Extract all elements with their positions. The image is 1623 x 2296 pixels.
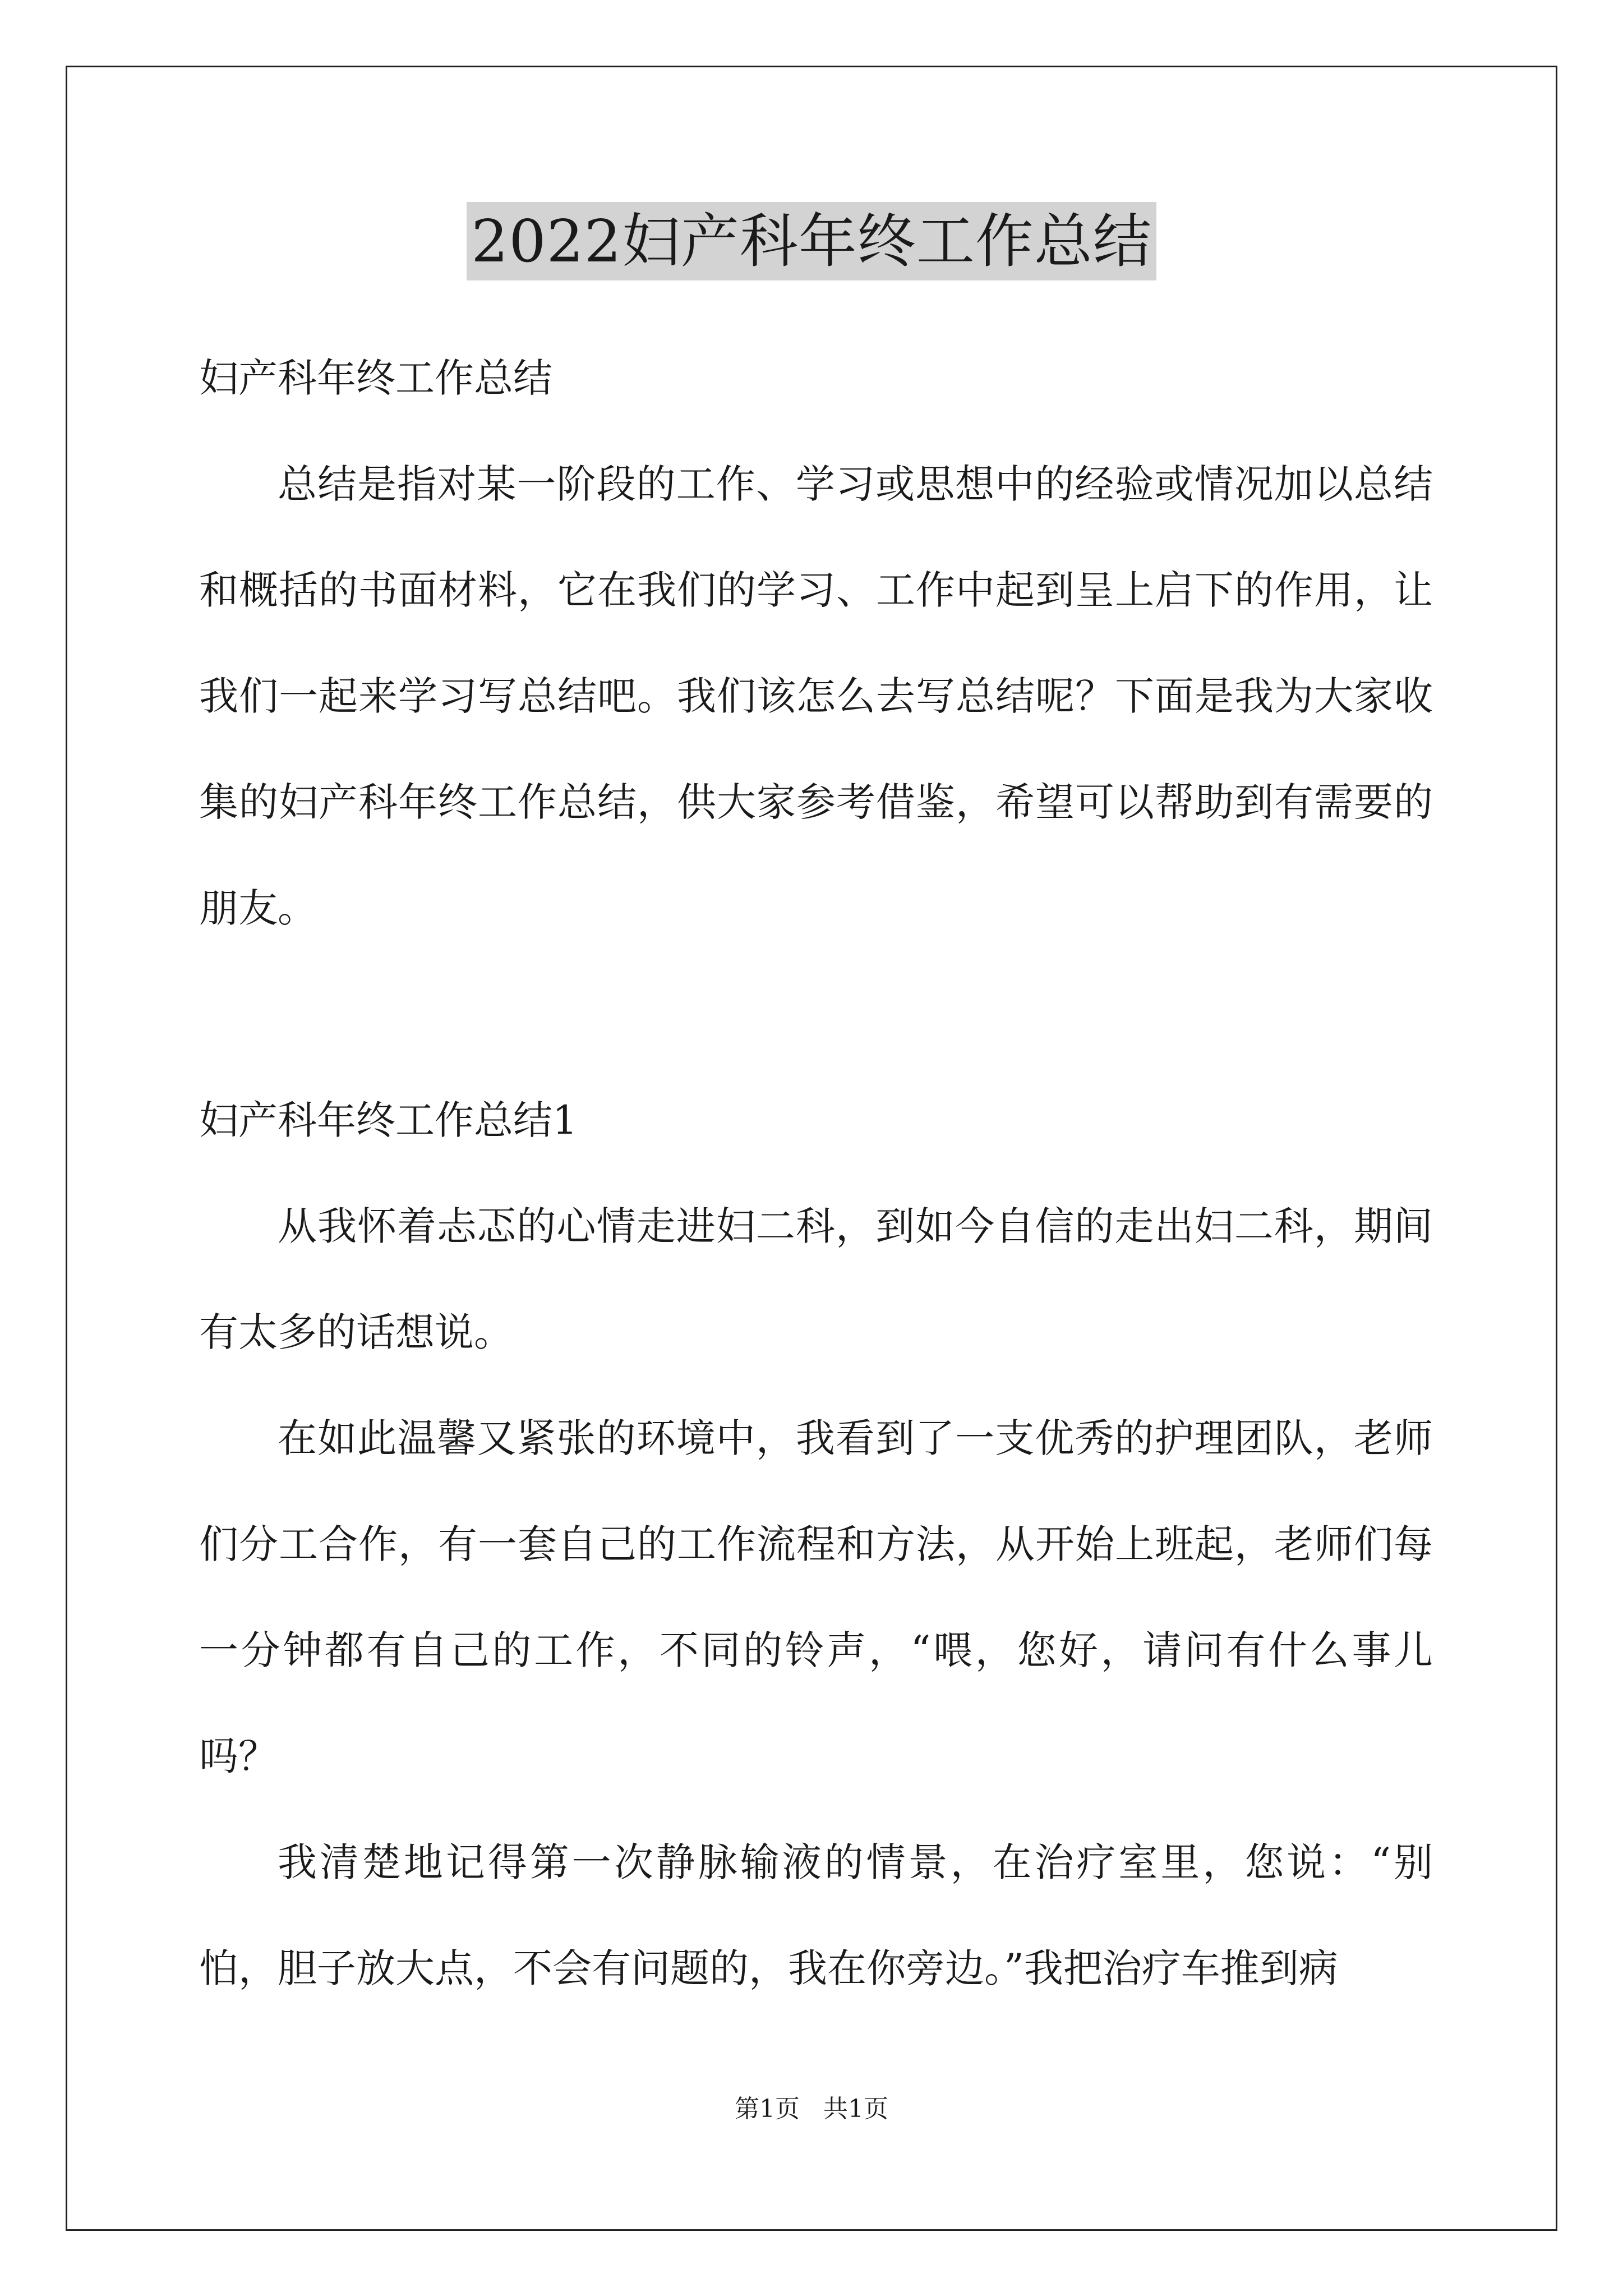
paragraph-spacer: [199, 961, 1433, 1068]
section1-paragraph-1: 从我怀着忐忑的心情走进妇二科，到如今自信的走出妇二科，期间有太多的话想说。: [199, 1203, 1433, 1355]
section1-paragraph-2: 在如此温馨又紧张的环境中，我看到了一支优秀的护理团队，老师们分工合作，有一套自己的工作流程和方法，从开始上班起，老师们每一分钟都有自己的工作，不同的铃声，“喂，您好，请问有什么事儿吗？: [199, 1415, 1433, 1779]
page-footer: [0, 2092, 1623, 2126]
document-body: [199, 325, 1433, 2022]
title-container: [0, 202, 1623, 280]
page-number: 第1页 共1页: [735, 2095, 888, 2123]
section1-paragraph-3: 我清楚地记得第一次静脉输液的情景，在治疗室里，您说：“别怕，胆子放大点，不会有问题的，我在你旁边。”我把治疗车推到病: [199, 1839, 1433, 1991]
section-heading-1: 妇产科年终工作总结1: [199, 1097, 578, 1143]
document-title: 2022妇产科年终工作总结: [467, 202, 1156, 280]
document-subtitle: 妇产科年终工作总结: [199, 355, 552, 401]
intro-paragraph: 总结是指对某一阶段的工作、学习或思想中的经验或情况加以总结和概括的书面材料，它在我们的学习、工作中起到呈上启下的作用，让我们一起来学习写总结吧。我们该怎么去写总结呢？下面是我为大家收集的妇产科年终工作总结，供大家参考借鉴，希望可以帮助到有需要的朋友。: [199, 461, 1433, 931]
